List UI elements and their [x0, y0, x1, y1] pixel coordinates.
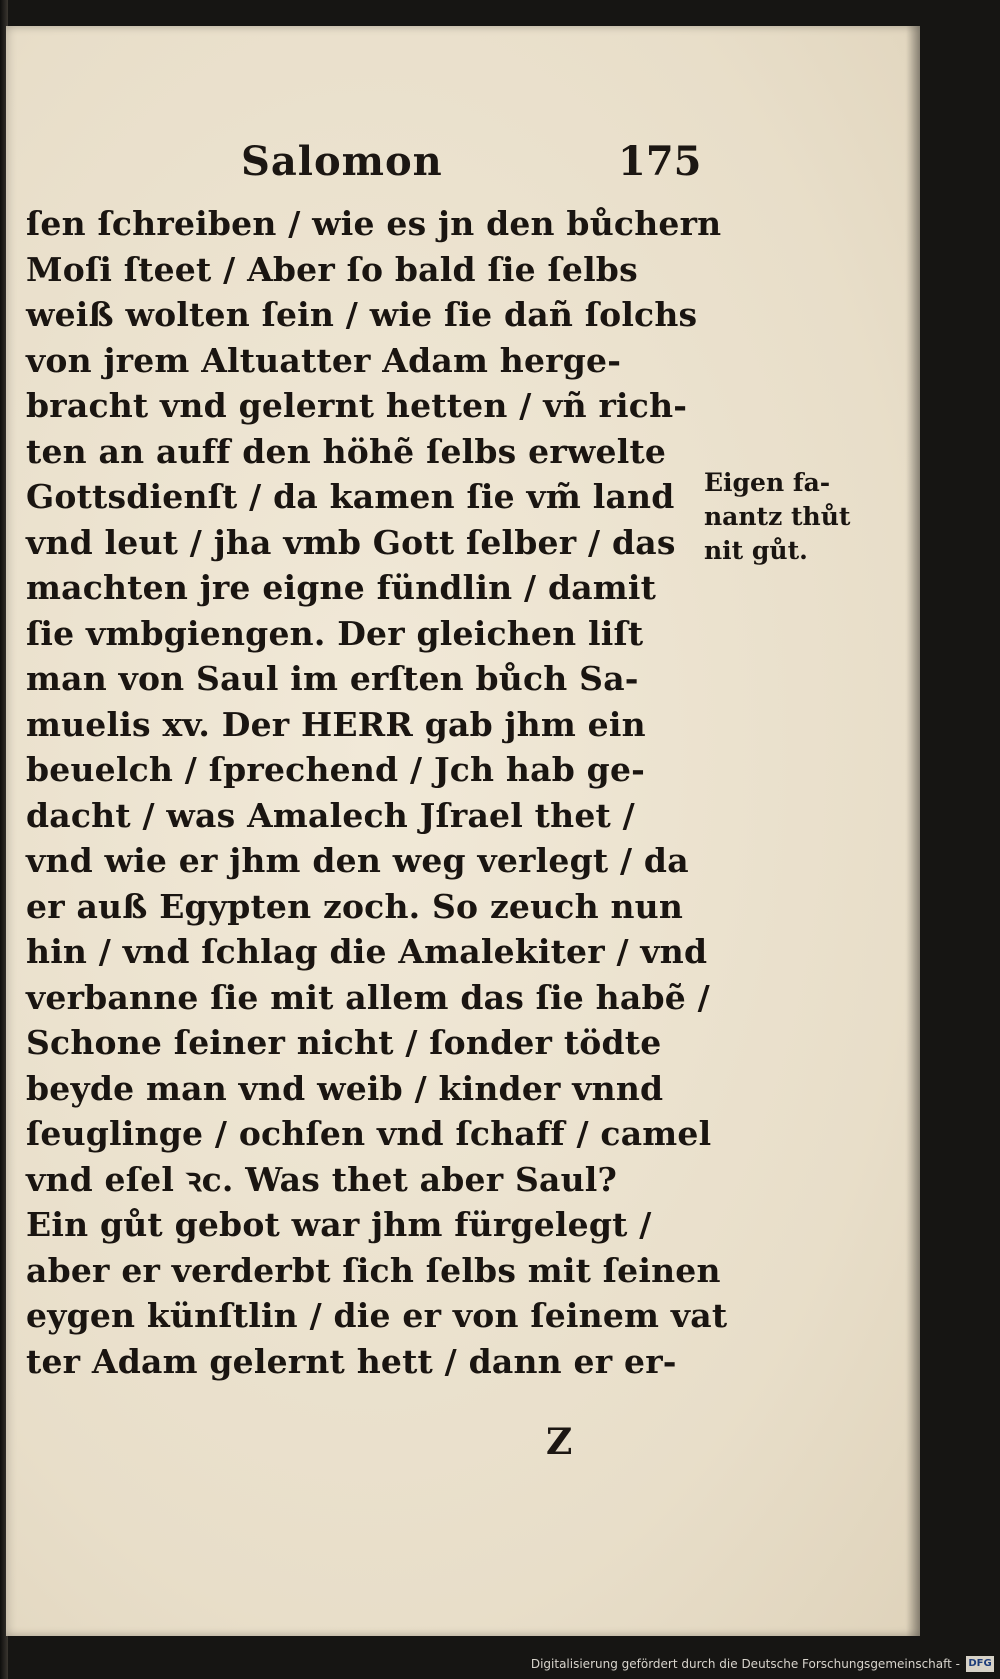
- text-line: dacht / was Amalech Jſrael thet /: [26, 795, 635, 835]
- marginal-note: [704, 466, 864, 568]
- running-title: Salomon: [241, 138, 443, 185]
- text-line: Ein gůt gebot war jhm fürgelegt /: [26, 1205, 652, 1244]
- text-line: er auß Egypten zoch. So zeuch nun: [26, 886, 684, 926]
- text-line: ſeuglinge / ochſen vnd ſchaff / camel: [26, 1114, 712, 1153]
- text-line: von jrem Altuatter Adam herge-: [26, 340, 622, 380]
- footer-bar: [0, 1641, 1000, 1679]
- text-line: beyde man vnd weib / kinder vnnd: [26, 1068, 664, 1108]
- marginal-note-line: nit gůt.: [704, 536, 808, 565]
- text-line: beuelch / ſprechend / Jch hab ge-: [26, 750, 646, 789]
- text-line: aber er verderbt ſich ſelbs mit ſeinen: [26, 1250, 721, 1290]
- marginal-note-line: Eigen fa-: [704, 468, 831, 497]
- text-line: man von Saul im erſten bůch Sa-: [26, 659, 639, 698]
- signature-mark: Z: [546, 1421, 573, 1463]
- marginal-note-line: nantz thůt: [704, 502, 851, 531]
- dfg-logo: DFG: [966, 1656, 994, 1672]
- text-line: vnd eſel ꝛc. Was thet aber Saul?: [26, 1159, 618, 1199]
- page-number: 175: [618, 138, 702, 185]
- page-header: [6, 138, 920, 198]
- text-line: muelis xv. Der HERR gab jhm ein: [26, 704, 646, 744]
- main-text-block: [26, 201, 728, 1384]
- text-line: Schone ſeiner nicht / ſonder tödte: [26, 1023, 662, 1062]
- book-page: [6, 26, 920, 1636]
- text-line: ter Adam gelernt hett / dann er er-: [26, 1341, 677, 1381]
- text-line: vnd wie er jhm den weg verlegt / da: [26, 841, 689, 880]
- text-line: verbanne ſie mit allem das ſie habẽ /: [26, 977, 710, 1017]
- text-line: eygen künſtlin / die er von ſeinem vat: [26, 1296, 728, 1335]
- text-line: ten an auff den höhẽ ſelbs erwelte: [26, 431, 667, 471]
- text-line: vnd leut / jha vmb Gott ſelber / das: [26, 522, 676, 562]
- text-line: ſie vmbgiengen. Der gleichen liſt: [26, 613, 644, 653]
- text-line: hin / vnd ſchlag die Amalekiter / vnd: [26, 932, 708, 971]
- text-line: bracht vnd gelernt hetten / vñ rich-: [26, 386, 688, 425]
- funding-credit: Digitalisierung gefördert durch die Deutsche Forschungsgemeinschaft -: [530, 1657, 960, 1671]
- text-line: machten jre eigne fündlin / damit: [26, 568, 657, 607]
- text-line: Moſi ſteet / Aber ſo bald ſie ſelbs: [26, 249, 638, 289]
- text-line: weiß wolten ſein / wie ſie dañ ſolchs: [26, 295, 698, 334]
- text-line: ſen ſchreiben / wie es jn den bůchern: [26, 204, 722, 243]
- text-line: Gottsdienſt / da kamen ſie vm̃ land: [26, 477, 675, 516]
